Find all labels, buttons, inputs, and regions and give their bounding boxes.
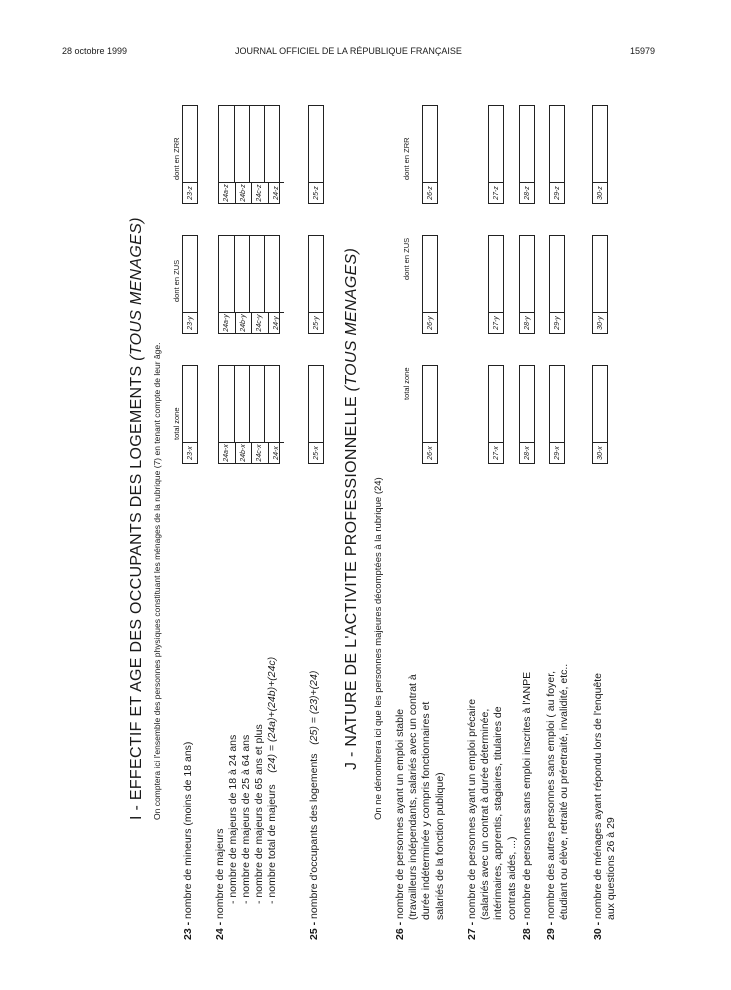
section-i-title: I - EFFECTIF ET AGE DES OCCUPANTS DES LOGEMENTS (TOUS MENAGES) — [128, 217, 145, 820]
q24-line-a: - nombre de majeurs de 18 à 24 ans — [227, 734, 239, 904]
q24c-zrr-code: 24c-z — [252, 183, 269, 203]
q23-zus-code: 23-y — [183, 312, 197, 333]
q23-label: 23 - nombre de mineurs (moins de 18 ans) — [182, 741, 194, 940]
q24-zrr-code: 24-z — [272, 186, 280, 200]
q24a-zrr-code: 24a-z — [219, 183, 236, 203]
col-j-total-zone: total zone — [402, 367, 411, 400]
q27-label: 27 - nombre de personnes ayant un emploi précaire (salariés avec un contrat à durée déterminée, intérimaires, apprentis, stagiaires, titulaires de contrats aidés, ...) — [466, 698, 518, 940]
header-page-number: 15979 — [630, 46, 656, 56]
q27-total-field[interactable] — [488, 365, 504, 464]
page-header — [0, 0, 731, 56]
q24b-total-code: 24b-x — [236, 443, 253, 463]
q30-total-field[interactable] — [592, 365, 608, 464]
q28-zrr-code: 28-z — [520, 182, 534, 203]
q23-zrr-code: 23-z — [183, 182, 197, 203]
q25-zrr-field[interactable] — [308, 105, 324, 204]
q30-total-code: 30-x — [593, 442, 607, 463]
q25-label: 25 - nombre d'occupants des logements (25) = (23)+(24) — [308, 670, 320, 940]
q29-zus-field[interactable] — [549, 235, 565, 334]
q24-line-total: - nombre total de majeurs (24) = (24a)+(24b)+(24c) — [266, 656, 278, 904]
col-zus: dont en ZUS — [172, 259, 181, 302]
q24-zus-code: 24-y — [272, 316, 280, 330]
q23-zrr-field[interactable] — [182, 105, 198, 204]
q28-label: 28 - nombre de personnes sans emploi inscrites à l'ANPE — [521, 671, 533, 940]
q24c-total-code: 24c-x — [252, 443, 269, 463]
q24-zus-field[interactable] — [218, 235, 280, 334]
q26-zrr-field[interactable] — [422, 105, 438, 204]
q28-zrr-field[interactable] — [519, 105, 535, 204]
q23-total-field[interactable] — [182, 365, 198, 464]
q27-total-code: 27-x — [489, 442, 503, 463]
q27-zrr-field[interactable] — [488, 105, 504, 204]
q24b-zus-code: 24b-y — [236, 313, 253, 333]
q25-zus-code: 25-y — [309, 312, 323, 333]
q27-zrr-code: 27-z — [489, 182, 503, 203]
q26-zus-code: 26-y — [423, 312, 437, 333]
q26-total-field[interactable] — [422, 365, 438, 464]
q26-zrr-code: 26-z — [423, 182, 437, 203]
q25-total-field[interactable] — [308, 365, 324, 464]
q28-total-field[interactable] — [519, 365, 535, 464]
q24-formula: (24) = (24a)+(24b)+(24c) — [266, 656, 278, 773]
q29-total-code: 29-x — [550, 442, 564, 463]
q24-label: 24 - nombre de majeurs — [214, 828, 226, 940]
q29-zrr-code: 29-z — [550, 182, 564, 203]
q30-label: 30 - nombre de ménages ayant répondu lors de l'enquête aux questions 26 à 29 — [592, 672, 618, 940]
q24-total-code: 24-x — [272, 446, 280, 460]
header-date: 28 octobre 1999 — [62, 46, 128, 56]
q30-zrr-code: 30-z — [593, 182, 607, 203]
q30-zus-field[interactable] — [592, 235, 608, 334]
section-j-subtitle: On ne dénombrera ici que les personnes majeures décomptées à la rubrique (24) — [373, 477, 384, 820]
q28-zus-code: 28-y — [520, 312, 534, 333]
q24c-zus-code: 24c-y — [252, 313, 269, 333]
q30-zus-code: 30-y — [593, 312, 607, 333]
section-i-title-suffix: (TOUS MENAGES) — [128, 217, 145, 361]
q25-total-code: 25-x — [309, 442, 323, 463]
q25-formula: (25) = (23)+(24) — [308, 670, 320, 745]
col-j-zus: dont en ZUS — [402, 237, 411, 280]
header-journal-title: JOURNAL OFFICIEL DE LA RÉPUBLIQUE FRANÇAISE — [235, 46, 462, 56]
section-i-subtitle: On comptera ici l'ensemble des personnes physiques constituant les ménages de la rubrique (7) en tenant compte de leur âge. — [152, 342, 162, 820]
q30-zrr-field[interactable] — [592, 105, 608, 204]
section-j-title-suffix: (TOUS MENAGES) — [343, 247, 360, 392]
q28-total-code: 28-x — [520, 442, 534, 463]
q26-total-code: 26-x — [423, 442, 437, 463]
q27-zus-field[interactable] — [488, 235, 504, 334]
q24-line-c: - nombre de majeurs de 65 ans et plus — [253, 724, 265, 904]
q24a-total-code: 24a-x — [219, 443, 236, 463]
q28-zus-field[interactable] — [519, 235, 535, 334]
q24a-zus-code: 24a-y — [219, 313, 236, 333]
q24-line-b: - nombre de majeurs de 25 à 64 ans — [240, 734, 252, 904]
q29-zus-code: 29-y — [550, 312, 564, 333]
q25-zus-field[interactable] — [308, 235, 324, 334]
q29-zrr-field[interactable] — [549, 105, 565, 204]
rotated-form — [90, 80, 730, 940]
q25-zrr-code: 25-z — [309, 182, 323, 203]
section-j-title: J - NATURE DE L'ACTIVITE PROFESSIONNELLE (TOUS MENAGES) — [343, 247, 360, 770]
q29-total-field[interactable] — [549, 365, 565, 464]
q24-total-field[interactable] — [218, 365, 280, 464]
q26-zus-field[interactable] — [422, 235, 438, 334]
q27-zus-code: 27-y — [489, 312, 503, 333]
col-j-zrr: dont en ZRR — [402, 137, 411, 180]
q23-total-code: 23-x — [183, 442, 197, 463]
q26-label: 26 - nombre de personnes ayant un emploi stable (travailleurs indépendants, salariés avec un contrat à durée indéterminée y compris fonctionnaires et salariés de la fonction publique) — [394, 674, 446, 940]
q24-zrr-field[interactable] — [218, 105, 280, 204]
q24b-zrr-code: 24b-z — [236, 183, 253, 203]
col-zrr: dont en ZRR — [172, 137, 181, 180]
q23-zus-field[interactable] — [182, 235, 198, 334]
q29-label: 29 - nombre des autres personnes sans emploi ( au foyer, étudiant ou élève, retraité ou préretraité, invalidité, etc.. — [545, 663, 571, 940]
col-total-zone: total zone — [172, 407, 181, 440]
